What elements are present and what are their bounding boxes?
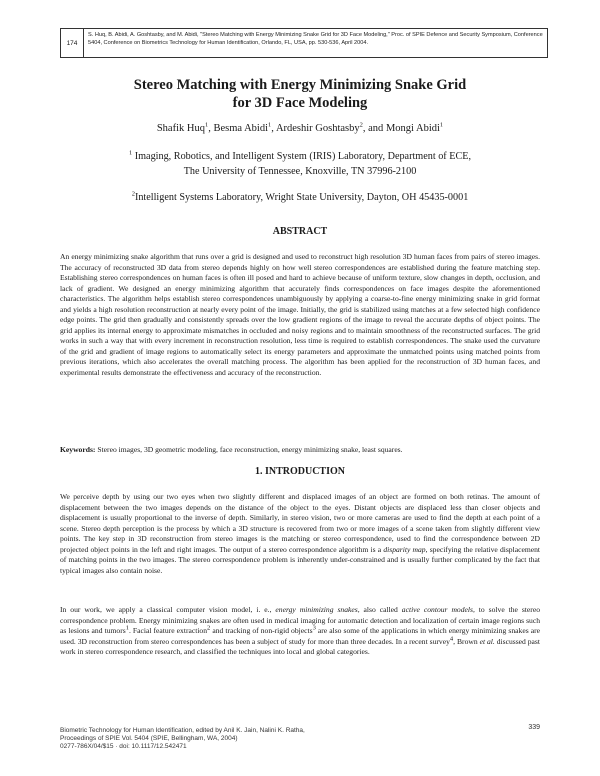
intro-p2-text: also called — [359, 605, 402, 614]
header-citation: S. Huq, B. Abidi, A. Goshtasby, and M. Abidi, "Stereo Matching with Energy Minimizing Snake Grid for 3D Face Modeling," Proc. of SPIE Defence and Security Symposium, Conference 5404, Conference on Biometrics Technology for Human Identification, Orlando, FL, USA, pp. 530-536, April 2004. — [88, 32, 543, 46]
intro-paragraph-1 — [60, 492, 540, 576]
author-list — [60, 123, 540, 134]
footer-publication-info — [60, 727, 305, 751]
intro-p2-text: , Brown — [453, 636, 480, 646]
footer-line-1: Biometric Technology for Human Identification, edited by Anil K. Jain, Nalini K. Ratha, — [60, 727, 305, 734]
paper-title — [60, 76, 540, 112]
intro-p2-emphasis: energy minimizing snakes, — [275, 605, 360, 614]
intro-p1-text: , specifying the relative displacement of matching points in the two images. The stereo correspondence problem is inherently under-constrained and is usually further complicated by the fact that typical images also contain noise. — [60, 544, 541, 575]
author-name: Besma Abidi — [213, 123, 269, 134]
author-separator: , — [208, 123, 214, 134]
page-number: 339 — [528, 724, 540, 731]
citation-header — [60, 28, 548, 58]
affiliation-1 — [60, 149, 540, 179]
intro-p2-text: to solve the stereo correspondence problem. Energy minimizing snakes are often used in medical imaging for automatic detection and localization of certain image regions such as lesions and tumors — [60, 605, 540, 635]
intro-p1-text: We perceive depth by using our two eyes when two slightly different and displaced images of an object are formed on both retinas. The amount of displacement between the two images depends on the distance of the object to the eyes. Distant objects are displaced less than closer objects and displacement is usually proportional to the inverse of depth. Similarly, in stereo vision, two or more cameras are used to find the depth at each point of a scene. Stereo depth perception is the process by which a 3D structure is recovered from two or more images of a scene taken from slightly different view points. The key step in 3D reconstruction from stereo images is the matching or stereo correspondence, used to find the correspondence between 2D projected object points in the left and right images. The output of a stereo correspondence algorithm is a — [60, 492, 540, 554]
title-line-2: for 3D Face Modeling — [232, 95, 368, 111]
abstract-body: An energy minimizing snake algorithm that runs over a grid is designed and used to reconstruct high resolution 3D human faces from pairs of stereo images. The accuracy of reconstructed 3D data from stereo depends highly on how well stereo correspondences are established during the feature matching step. Establishing stereo correspondences on human faces is often ill posed and hard to achieve because of uniform texture, slow changes in depth, occlusion, and lack of gradient. We designed an energy minimizing algorithm that accurately finds correspondences on face images despite the aforementioned characteristics. The algorithm helps establish stereo correspondences unambiguously by applying a coarse-to-fine energy minimizing snake in grid format and yields a high resolution reconstruction at nearly every point of the image. Initially, the grid is stabilized using matches at a few selected high confidence edge points. The grid then gradually and consistently spreads over the low gradient regions of the image to reveal the accurate depths of object points. The grid applies its internal energy to approximate mismatches in occluded and noisy regions and to maintain smoothness of the reconstructed surfaces. The grid works in such a way that with every increment in reconstruction resolution, less time is required to establish correspondences. The snake used the curvature of the grid and gradient of image regions to automatically select its energy parameters and approximate the unmatched points using matched points from previous iterations, which also accelerates the overall matching process. The algorithm has been applied for the reconstruction of 3D human faces, and experimental results demonstrate the effectiveness and accuracy of the reconstruction. — [60, 252, 540, 377]
intro-p2-text: are also some of the applications in which energy minimizing snakes are used. 3D reconstruction from stereo correspondences has been a subject of study for more than three decades. In a recent survey — [60, 626, 540, 646]
citation-ref: 3 — [312, 624, 316, 632]
keywords-text: Stereo images, 3D geometric modeling, face reconstruction, energy minimizing snake, least squares. — [95, 445, 403, 454]
keywords-line — [60, 445, 540, 456]
intro-p2-emphasis: active contour models, — [401, 605, 475, 614]
title-line-1: Stereo Matching with Energy Minimizing Snake Grid — [133, 77, 467, 93]
header-page-number: 174 — [61, 29, 84, 57]
intro-paragraph-2 — [60, 605, 540, 658]
affil-1-line-2: The University of Tennessee, Knoxville, TN 37996-2100 — [183, 166, 417, 177]
citation-ref: 4 — [449, 634, 454, 642]
intro-p2-text: In our work, we apply a classical computer vision model, i. e., — [60, 605, 276, 614]
intro-p2-text: and tracking of non-rigid objects — [210, 626, 313, 635]
footer-line-2: Proceedings of SPIE Vol. 5404 (SPIE, Bellingham, WA, 2004) — [60, 735, 238, 742]
author-name: Shafik Huq — [156, 123, 205, 134]
abstract-heading: ABSTRACT — [272, 226, 328, 237]
affil-2-line-1: Intelligent Systems Laboratory, Wright State University, Dayton, OH 45435-0001 — [134, 192, 469, 203]
affil-1-line-1: Imaging, Robotics, and Intelligent System (IRIS) Laboratory, Department of ECE, — [132, 151, 472, 162]
author-affil-sup: 1 — [439, 121, 444, 129]
affil-1-sup: 1 — [128, 149, 133, 157]
author-affil-sup: 1 — [204, 121, 209, 129]
intro-p2-emphasis: et al. — [479, 636, 495, 646]
introduction-heading: 1. INTRODUCTION — [254, 466, 345, 477]
author-name: Ardeshir Goshtasby — [275, 123, 360, 134]
author-separator: , and — [362, 123, 386, 134]
footer-line-3: 0277-786X/04/$15 · doi: 10.1117/12.542471 — [60, 743, 187, 750]
citation-ref: 1 — [125, 624, 129, 632]
author-separator: , — [271, 123, 276, 134]
intro-p1-emphasis: disparity map — [383, 544, 426, 554]
citation-ref: 2 — [207, 624, 211, 632]
keywords-label: Keywords: — [60, 445, 96, 454]
intro-p2-text: . Facial feature extraction — [128, 626, 208, 635]
author-affil-sup: 2 — [359, 121, 363, 129]
author-name: Mongi Abidi — [385, 123, 440, 134]
intro-p2-text: discussed past work in stereo correspondence research, and classified the techniques into local and global categories. — [60, 636, 540, 656]
author-affil-sup: 1 — [268, 121, 272, 129]
affil-2-sup: 2 — [131, 190, 135, 198]
affiliation-2 — [60, 190, 540, 205]
